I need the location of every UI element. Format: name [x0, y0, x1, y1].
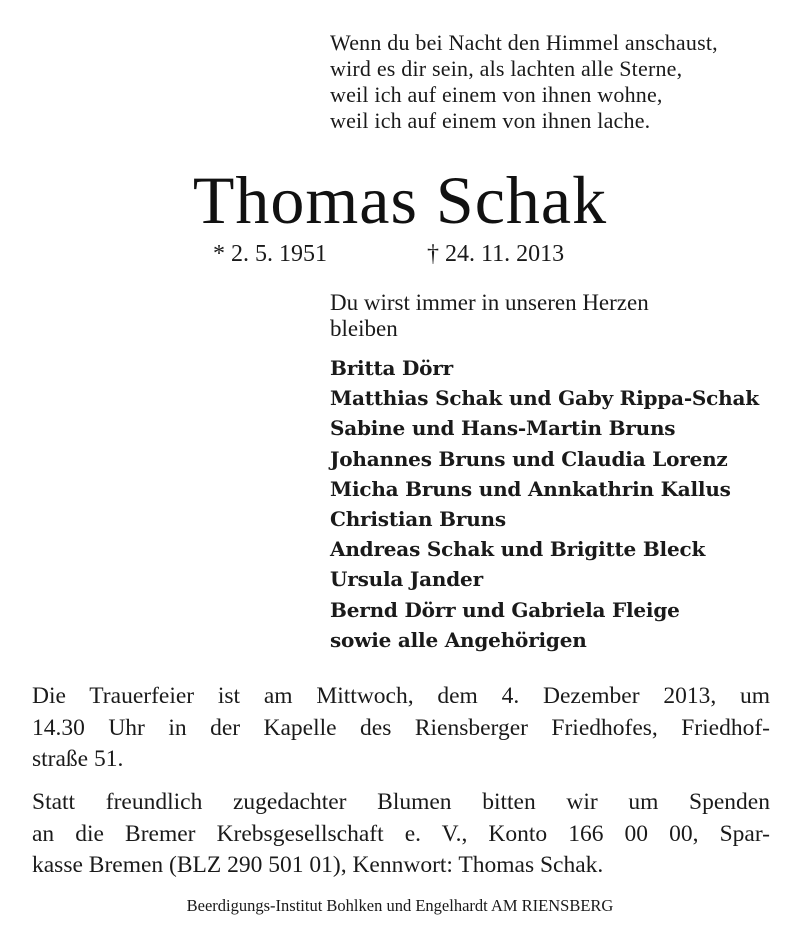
- mourner-entry: Sabine und Hans-Martin Bruns: [330, 416, 676, 441]
- poem-quote: [330, 30, 780, 134]
- mourner-entry: Andreas Schak und Brigitte Bleck: [330, 537, 706, 562]
- deceased-name: Thomas Schak: [192, 162, 608, 238]
- mourner-entry: Ursula Jander: [330, 567, 483, 592]
- mourner-entry: Micha Bruns und Annkathrin Kallus: [330, 476, 731, 501]
- mourner-entry: Johannes Bruns und Claudia Lorenz: [330, 446, 728, 471]
- mourners-list: [330, 353, 790, 655]
- funeral-notice: [32, 681, 770, 776]
- mourner-entry: Britta Dörr: [330, 356, 453, 380]
- mourner-entry: Christian Bruns: [330, 507, 506, 532]
- funeral-home-footer: Beerdigungs-Institut Bohlken und Engelhardt AM RIENSBERG: [186, 896, 614, 915]
- donation-notice-line: Statt freundlich zugedachter Blumen bitten wir um Spenden: [32, 789, 770, 815]
- birth-date: * 2. 5. 1951: [213, 241, 327, 267]
- mourner-entry: Bernd Dörr und Gabriela Fleige: [330, 597, 680, 622]
- tribute-text: [330, 290, 780, 342]
- death-date: † 24. 11. 2013: [427, 241, 565, 267]
- poem-line: wird es dir sein, als lachten alle Sterne,: [330, 56, 683, 81]
- mourner-entry: Matthias Schak und Gaby Rippa-Schak: [330, 386, 759, 411]
- donation-notice-line: kasse Bremen (BLZ 290 501 01), Kennwort: Thomas Schak.: [32, 852, 604, 878]
- poem-line: weil ich auf einem von ihnen wohne,: [330, 82, 663, 107]
- donation-notice-line: an die Bremer Krebsgesellschaft e. V., Konto 166 00 00, Spar-: [32, 820, 770, 847]
- tribute-line: bleiben: [330, 316, 398, 341]
- poem-line: weil ich auf einem von ihnen lache.: [330, 108, 651, 133]
- poem-line: Wenn du bei Nacht den Himmel anschaust,: [330, 30, 718, 55]
- donation-notice: [32, 787, 770, 882]
- funeral-notice-line: straße 51.: [32, 746, 124, 772]
- mourner-entry: sowie alle Angehörigen: [330, 627, 587, 652]
- tribute-line: Du wirst immer in unseren Herzen: [330, 290, 649, 315]
- funeral-notice-line: Die Trauerfeier ist am Mittwoch, dem 4. Dezember 2013, um: [32, 683, 770, 709]
- funeral-notice-line: 14.30 Uhr in der Kapelle des Riensberger Friedhofes, Friedhof-: [32, 714, 770, 741]
